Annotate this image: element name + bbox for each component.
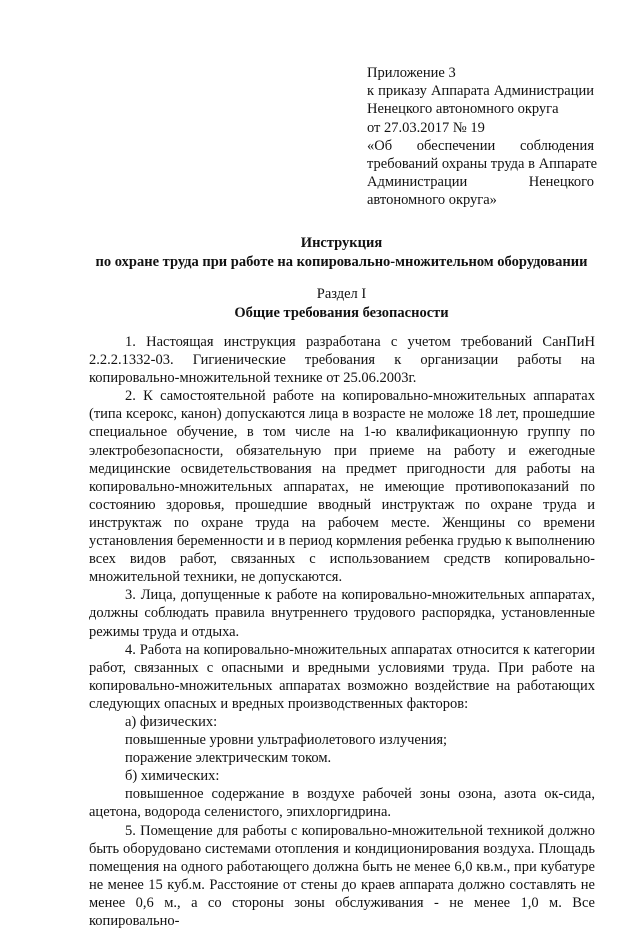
document-body xyxy=(89,333,595,930)
document-title xyxy=(60,234,623,272)
appendix-note xyxy=(367,64,598,210)
appendix-line: от 27.03.2017 № 19 xyxy=(367,119,485,136)
appendix-line: к приказу Аппарата Администрации xyxy=(367,83,594,100)
appendix-line: требований охраны труда в Аппарате xyxy=(367,156,598,173)
paragraph: 4. Работа на копировально-множительных аппаратах относится к категории работ, связанных с опасными и вредными условиями труда. При работе на копировально-множительных аппаратах возможно воздействие на работающих следующих опасных и вредных производственных факторов: xyxy=(89,641,595,712)
paragraph: 5. Помещение для работы с копировально-множительной техникой должно быть оборудовано системами отопления и кондиционирования воздуха. Площадь помещения на одного работающего должна быть не менее 6,0 кв.м., при кубатуре не менее 15 куб.м. Расстояние от стены до краев аппарата должно составлять не менее 0,6 м., а со стороны зоны обслуживания - не менее 1,0 м. Все копировально- xyxy=(89,822,595,929)
appendix-line: Ненецкого автономного округа xyxy=(367,101,559,118)
list-item: б) химических: xyxy=(125,768,220,785)
title-line: Инструкция xyxy=(300,235,383,251)
list-item: повышенные уровни ультрафиолетового излучения; xyxy=(125,732,448,749)
appendix-line: «Об обеспечении соблюдения xyxy=(367,137,594,154)
title-subline: по охране труда при работе на копировально-множительном оборудовании xyxy=(95,254,588,270)
list-item: поражение электрическим током. xyxy=(125,750,332,767)
paragraph: 2. К самостоятельной работе на копировально-множительных аппаратах (типа ксерокс, канон) допускаются лица в возрасте не моложе 18 лет, прошедшие специальное обучение, в том числе на 1-ю квалификационную группу по электробезопасности, обязательную при приеме на работу и ежегодные медицинские освидетельствования на предмет пригодности для работы на копировально-множительных аппаратах, не имеющие противопоказаний по состоянию здоровья, прошедшие вводный инструктаж по охране труда и инструктаж по охране труда на рабочем месте. Женщины со времени установления беременности и в период кормления ребенка грудью к выполнению всех видов работ, связанных с использованием средств копировально-множительной техники, не допускаются. xyxy=(89,388,595,586)
paragraph: 3. Лица, допущенные к работе на копировально-множительных аппаратах, должны соблюдать правила внутреннего трудового распорядка, установленные режимы труда и отдыха. xyxy=(89,587,595,640)
appendix-line: Приложение 3 xyxy=(367,65,456,81)
section-heading: Общие требования безопасности xyxy=(234,305,449,321)
list-item: а) физических: xyxy=(125,713,218,730)
appendix-line: автономного округа» xyxy=(367,192,497,209)
paragraph: 1. Настоящая инструкция разработана с учетом требований СанПиН 2.2.2.1332-03. Гигиенические требования к организации работы на копировально-множительной технике от 25.06.2003г. xyxy=(89,334,595,387)
appendix-line: Администрации Ненецкого xyxy=(367,174,594,191)
paragraph: повышенное содержание в воздухе рабочей зоны озона, азота ок-сида, ацетона, водорода селенистого, эпихлоргидрина. xyxy=(89,786,595,821)
section-number: Раздел I xyxy=(316,286,367,302)
section-header xyxy=(60,285,623,323)
